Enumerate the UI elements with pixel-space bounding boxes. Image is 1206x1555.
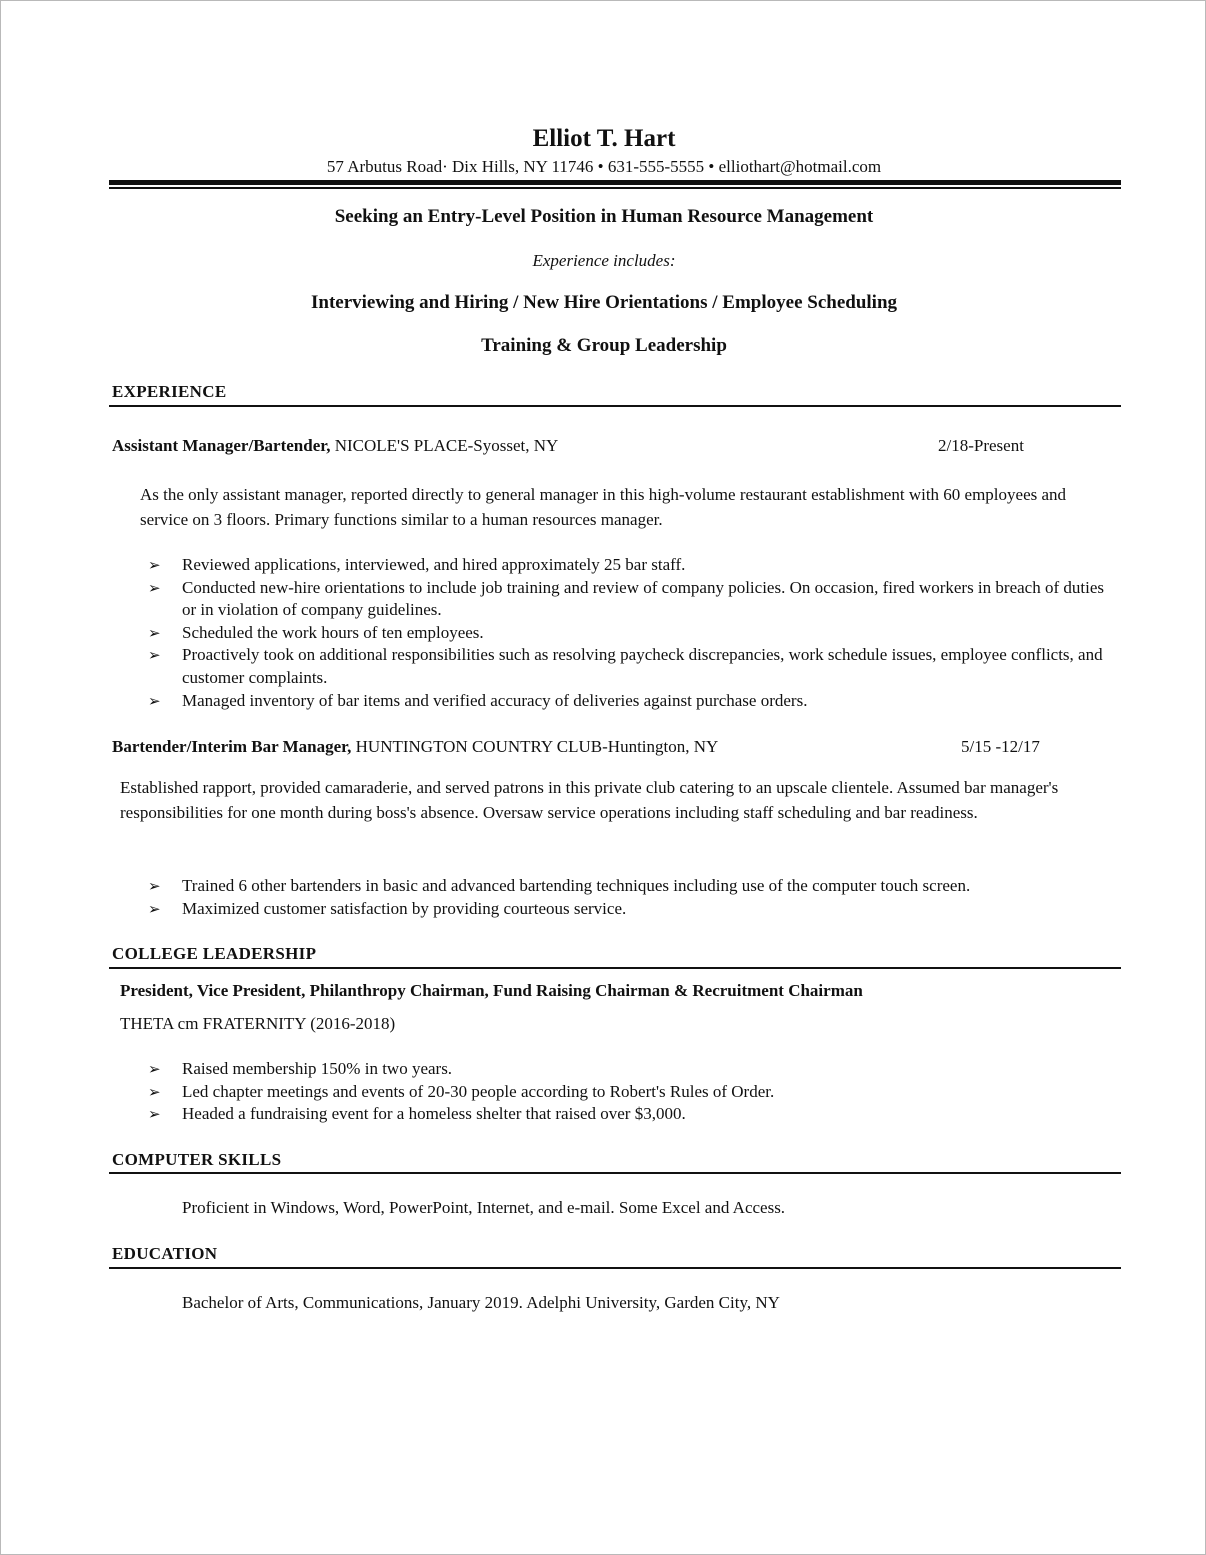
job-1-title: Assistant Manager/Bartender,: [112, 436, 331, 455]
arrow-bullet-icon: ➢: [148, 646, 161, 665]
job-2-bullets: [148, 875, 1108, 920]
list-item: ➢ Led chapter meetings and events of 20-30 people according to Robert's Rules of Order.: [148, 1081, 1108, 1104]
job-1-line: [112, 436, 558, 456]
arrow-bullet-icon: ➢: [148, 1105, 161, 1124]
list-item: ➢ Managed inventory of bar items and verified accuracy of deliveries against purchase orders.: [148, 690, 1108, 713]
job-1-dates: 2/18-Present: [938, 436, 1024, 455]
leadership-heading: COLLEGE LEADERSHIP: [112, 944, 317, 963]
list-item: ➢ Conducted new-hire orientations to include job training and review of company policies. On occasion, fired workers in breach of duties or in violation of company guidelines.: [148, 577, 1104, 620]
list-item: ➢ Proactively took on additional responsibilities such as resolving paycheck discrepancies, work schedule issues, employee conflicts, and customer complaints.: [148, 645, 1103, 687]
contact-line: 57 Arbutus Road· Dix Hills, NY 11746 • 631-555-5555 • elliothart@hotmail.com: [326, 157, 882, 176]
arrow-bullet-icon: ➢: [148, 578, 161, 597]
leadership-rule: [109, 967, 1121, 969]
education-rule: [109, 1267, 1121, 1269]
arrow-bullet-icon: ➢: [148, 556, 161, 574]
computer-skills-rule: [109, 1172, 1121, 1174]
education-text: Bachelor of Arts, Communications, January 2019. Adelphi University, Garden City, NY: [182, 1293, 780, 1312]
list-item: ➢ Trained 6 other bartenders in basic and advanced bartending techniques including use of the computer touch screen.: [148, 875, 1108, 898]
experience-rule: [109, 405, 1121, 407]
list-item: ➢ Headed a fundraising event for a homeless shelter that raised over $3,000.: [148, 1103, 1108, 1126]
job-2-line: [112, 737, 718, 757]
arrow-bullet-icon: ➢: [148, 1060, 161, 1078]
list-item: ➢ Reviewed applications, interviewed, and hired approximately 25 bar staff.: [148, 554, 1108, 577]
arrow-bullet-icon: ➢: [148, 899, 161, 918]
arrow-bullet-icon: ➢: [148, 1082, 161, 1101]
list-item: ➢ Maximized customer satisfaction by providing courteous service.: [148, 898, 1108, 921]
job-2-title: Bartender/Interim Bar Manager,: [112, 737, 352, 756]
arrow-bullet-icon: ➢: [148, 877, 161, 895]
computer-skills-heading: COMPUTER SKILLS: [112, 1150, 282, 1169]
job-2-description: Established rapport, provided camaraderie, and served patrons in this private club catering to an upscale clientele. Assumed bar manager's responsibilities for one month during boss's absence. Oversaw service operations including staff scheduling and bar readiness.: [120, 778, 1059, 822]
job-2-employer: HUNTINGTON COUNTRY CLUB-Huntington, NY: [351, 737, 719, 756]
experience-includes-label: Experience includes:: [532, 251, 676, 270]
experience-heading: EXPERIENCE: [112, 382, 227, 401]
objective: Seeking an Entry-Level Position in Human Resource Management: [334, 206, 874, 227]
list-item: ➢ Scheduled the work hours of ten employees.: [148, 622, 1108, 645]
header-rule-top: [109, 180, 1121, 185]
skills-summary-line-2: Training & Group Leadership: [481, 335, 727, 356]
job-2-dates: 5/15 -12/17: [961, 737, 1040, 756]
list-item: ➢ Raised membership 150% in two years.: [148, 1058, 1108, 1081]
job-1-bullets: [148, 554, 1108, 712]
job-1-description: As the only assistant manager, reported directly to general manager in this high-volume restaurant establishment with 60 employees and service on 3 floors. Primary functions similar to a human resources manager.: [140, 485, 1067, 529]
leadership-organization: THETA cm FRATERNITY (2016-2018): [120, 1014, 396, 1033]
applicant-name: Elliot T. Hart: [532, 125, 676, 152]
job-1-employer: NICOLE'S PLACE-Syosset, NY: [330, 436, 559, 455]
arrow-bullet-icon: ➢: [148, 691, 161, 710]
header-rule-bottom: [109, 187, 1121, 189]
arrow-bullet-icon: ➢: [148, 623, 161, 642]
leadership-bullets: [148, 1058, 1108, 1126]
leadership-roles: President, Vice President, Philanthropy Chairman, Fund Raising Chairman & Recruitment Chairman: [120, 981, 863, 1000]
computer-skills-text: Proficient in Windows, Word, PowerPoint, Internet, and e-mail. Some Excel and Access.: [182, 1198, 786, 1217]
education-heading: EDUCATION: [112, 1244, 218, 1263]
skills-summary-line-1: Interviewing and Hiring / New Hire Orientations / Employee Scheduling: [310, 292, 898, 313]
